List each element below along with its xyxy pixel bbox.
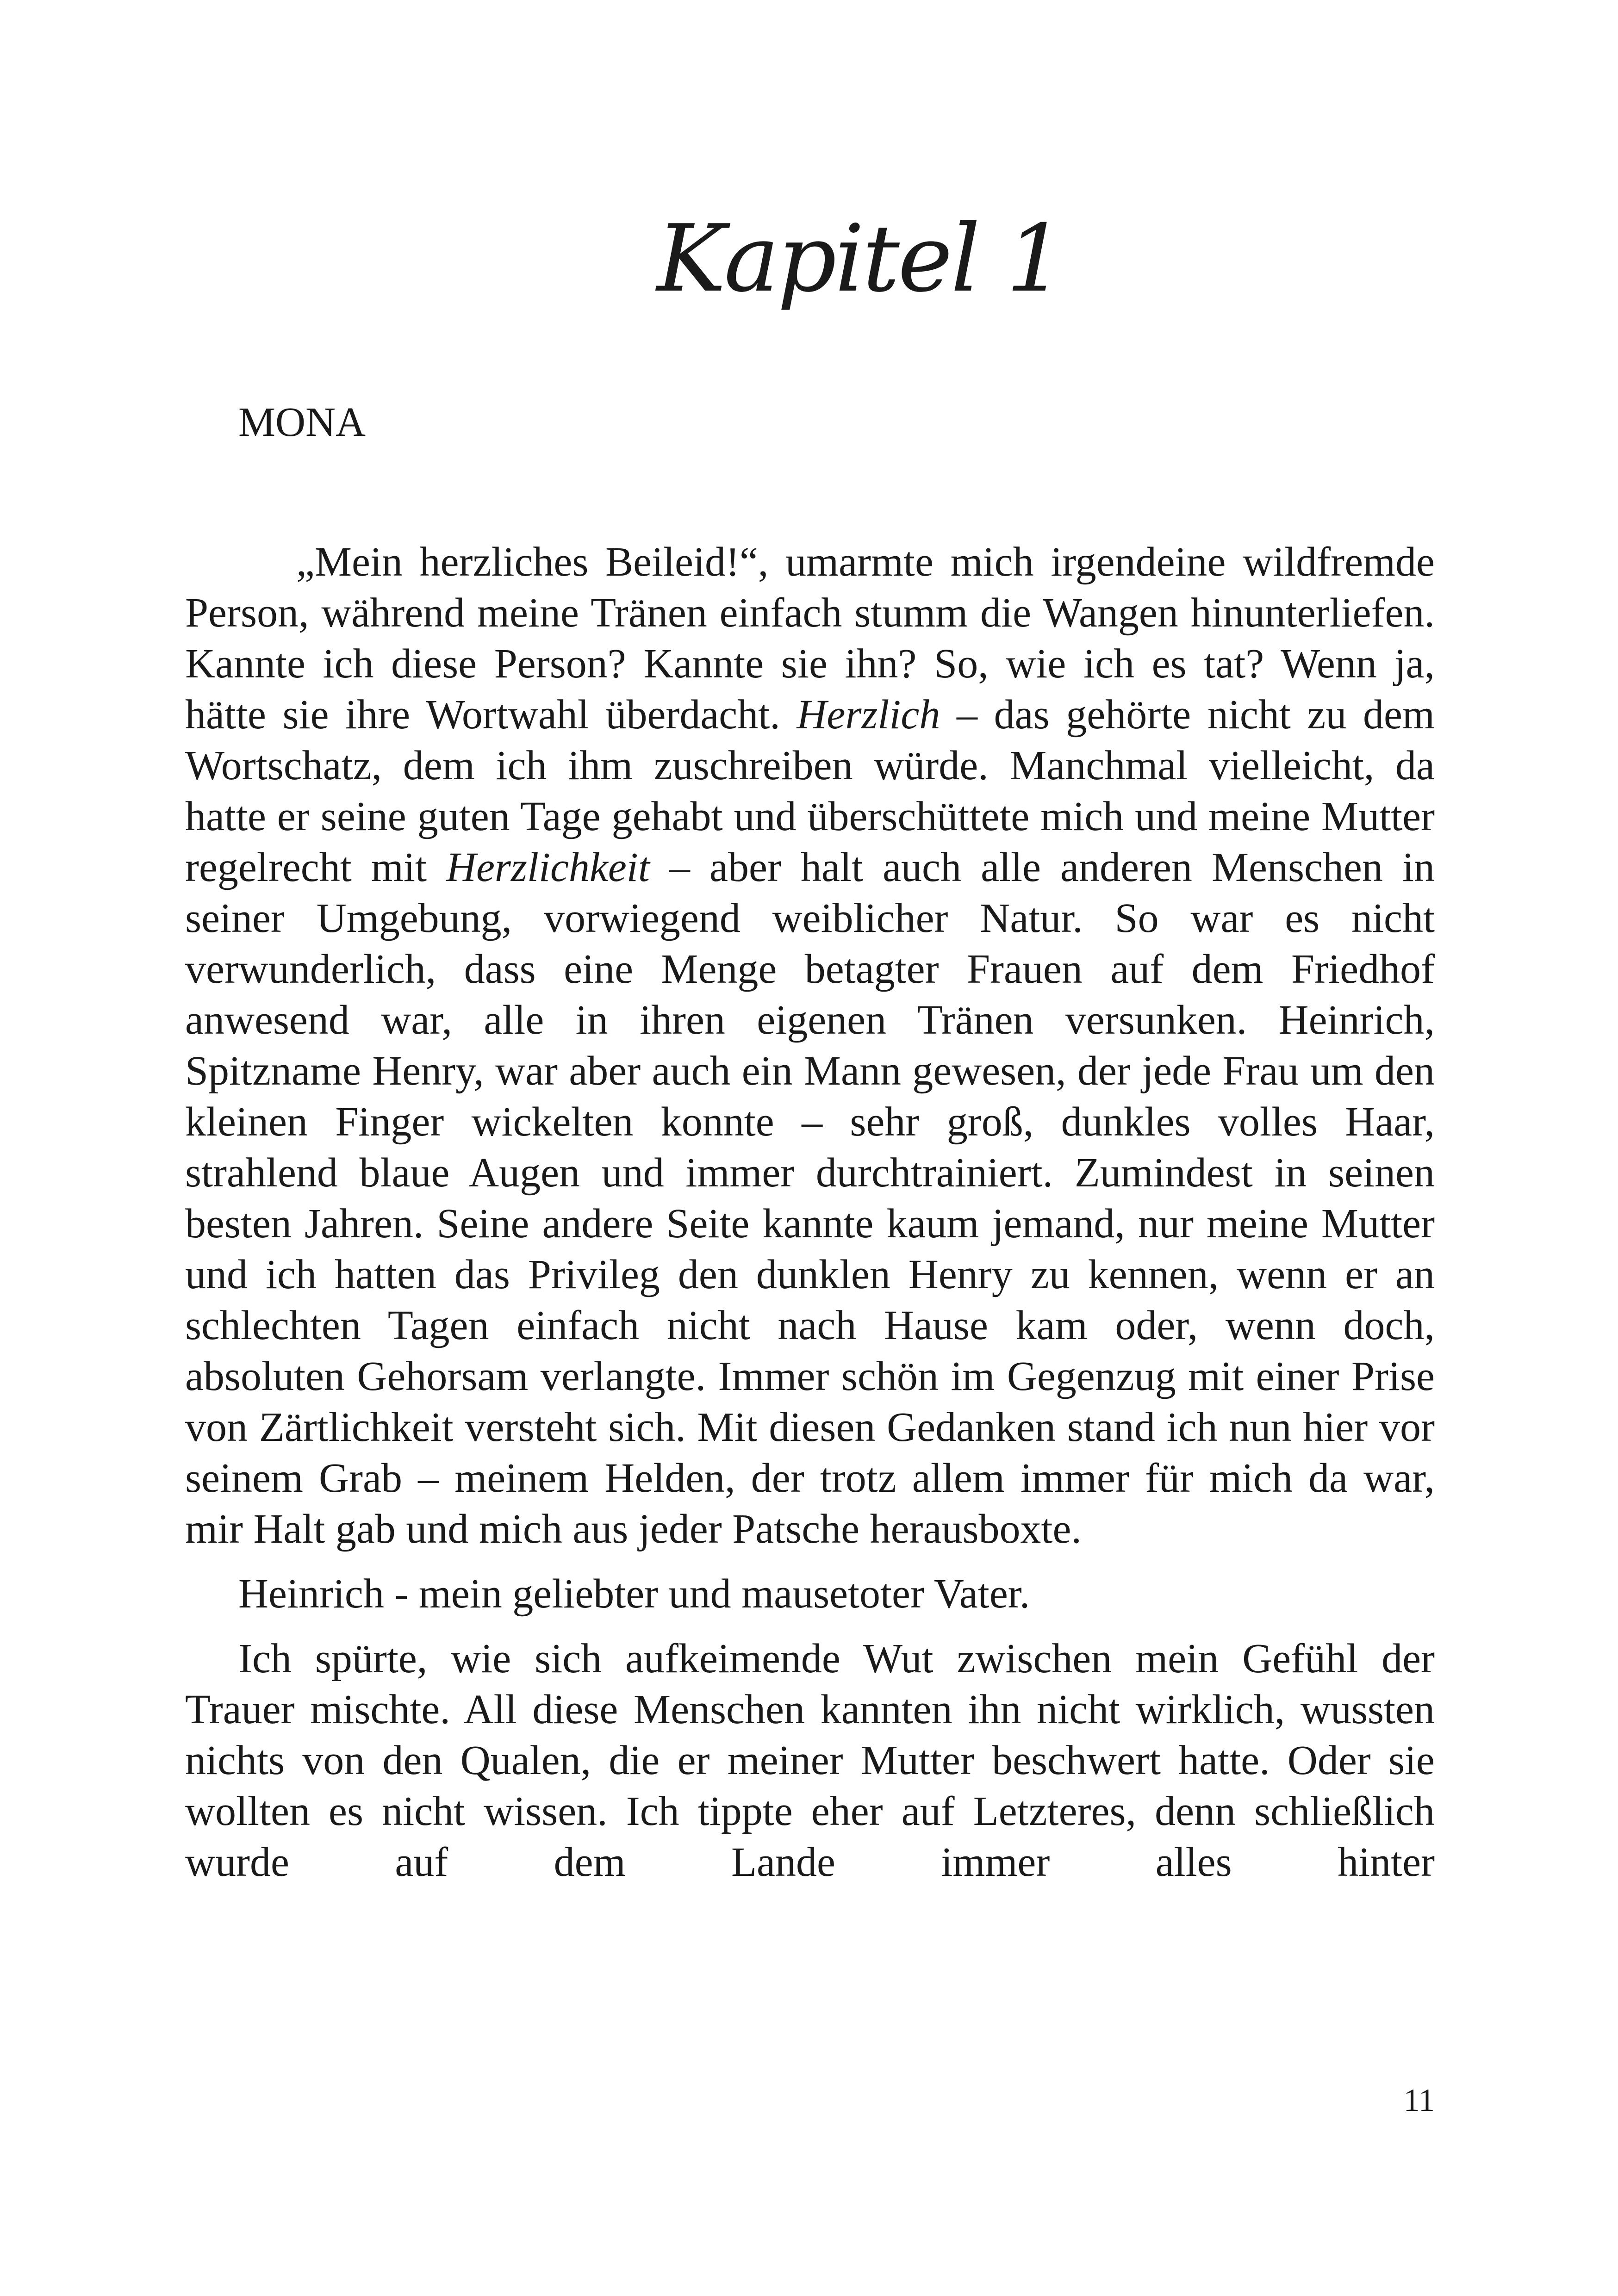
paragraph-1-segment-5: – aber halt auch alle anderen Menschen in seiner Umgebung, vorwiegend weiblicher Natur. So war es nicht verwunderlich, dass eine Menge betagter Frauen auf dem Friedhof anwesend war, alle in ihren eigenen Tränen versunken. Heinrich, Spitzname Henry, war aber auch ein Mann gewesen, der jede Frau um den kleinen Finger wickelten konnte – sehr groß, dunkles volles Haar, strahlend blaue Augen und immer durchtrainiert. Zumindest in seinen besten Jahren. Seine andere Seite kannte kaum jemand, nur meine Mutter und ich hatten das Privileg den dunklen Henry zu kennen, wenn er an schlechten Tagen einfach nicht nach Hause kam oder, wenn doch, absoluten Gehorsam verlangte. Immer schön im Gegenzug mit einer Prise von Zärtlichkeit versteht sich. Mit diesen Gedanken stand ich nun hier vor seinem Grab – meinem Helden, der trotz allem immer für mich da war, mir Halt gab und mich aus jeder Patsche herausboxte.: [185, 844, 1435, 1552]
paragraph-2: [185, 1569, 1435, 1620]
body-text: [185, 537, 1435, 1902]
paragraph-1-segment-1: „Mein herzliches Beileid!“, umarmte mich irgendeine wildfremde Person, während meine Tränen einfach stumm die Wangen hinunterliefen. Kannte ich diese Person? Kannte sie ihn? So, wie ich es tat? Wenn ja, hätte sie ihre Wortwahl überdacht.: [185, 539, 1435, 738]
chapter-title: Kapitel 1: [656, 205, 1064, 313]
paragraph-1: [185, 537, 1435, 1555]
paragraph-3-segment-1: Ich spürte, wie sich aufkeimende Wut zwischen mein Gefühl der Trauer mischte. All diese Menschen kannten ihn nicht wirklich, wussten nichts von den Qualen, die er meiner Mutter beschwert hatte. Oder sie wollten es nicht wissen. Ich tippte eher auf Letzteres, denn schließlich wurde auf dem Lande immer alles hinter: [185, 1636, 1435, 1885]
narrator-heading: MONA: [238, 399, 366, 445]
paragraph-2-segment-1: Heinrich - mein geliebter und mausetoter Vater.: [238, 1571, 1030, 1617]
paragraph-1-segment-3: – das gehörte nicht zu dem Wortschatz, dem ich ihm zuschreiben würde. Manchmal vielleicht, da hatte er seine guten Tage gehabt und überschüttete mich und meine Mutter regelrecht mit: [185, 692, 1435, 890]
paragraph-1-segment-4: Herzlichkeit: [446, 844, 650, 890]
page-number: 11: [1403, 2083, 1435, 2118]
paragraph-1-segment-2: Herzlich: [797, 692, 940, 738]
paragraph-3: [185, 1633, 1435, 1888]
